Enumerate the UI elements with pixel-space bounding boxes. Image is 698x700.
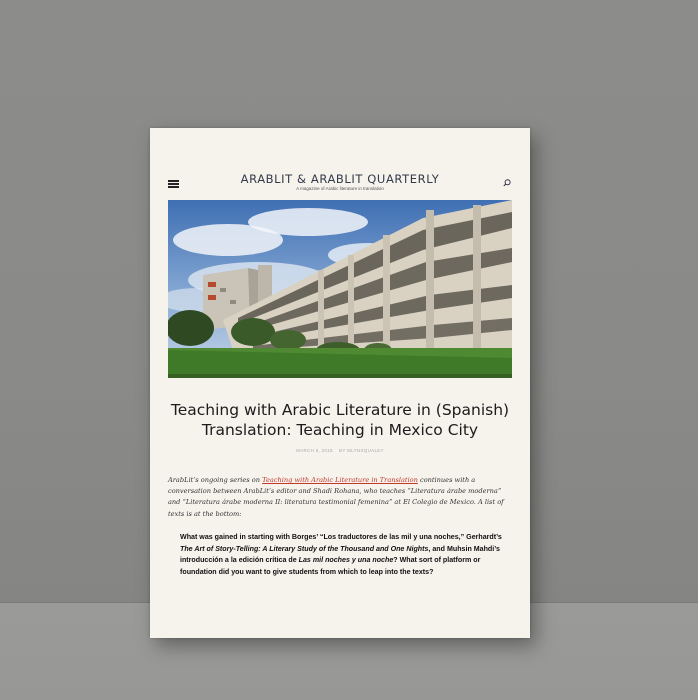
article-byline[interactable]: BY MLYNXQUALEY: [339, 448, 384, 453]
hero-image: [168, 200, 512, 378]
page-mockup: [150, 128, 530, 638]
question-book-title-1: The Art of Story-Telling: A Literary Study of the Thousand and One Nights: [180, 544, 429, 553]
site-title[interactable]: ARABLIT & ARABLIT QUARTERLY: [240, 172, 440, 186]
intro-text-before: ArabLit’s ongoing series on: [168, 476, 263, 484]
question-part-3: ? What sort of platform or foundation did you want to give students from which to leap into the texts?: [180, 556, 481, 576]
article-intro: [168, 475, 512, 520]
article-date[interactable]: MARCH 6, 2018: [296, 448, 333, 453]
question-part-2: , and Muhsin Mahdi’s introducción a la edición crítica de: [180, 544, 500, 565]
site-tagline: A magazine of Arabic literature in translation: [296, 186, 384, 191]
question-part-1: What was gained in starting with Borges’ “Los traductores de las mil y una noches,” Gerhardt’s: [180, 533, 502, 541]
article-title[interactable]: Teaching with Arabic Literature in (Spanish) Translation: Teaching in Mexico City: [170, 401, 510, 439]
interview-question: [180, 532, 516, 578]
series-link[interactable]: Teaching with Arabic Literature in Translation: [262, 476, 418, 484]
question-book-title-2: Las mil noches y una noche: [298, 556, 394, 565]
meta-separator: [334, 448, 337, 453]
intro-text-after: continues with a conversation between ArabLit’s editor and Shadi Rohana, who teaches “Literatura árabe moderna” and “Literatura árabe moderna II: literatura testimonial femenina” at El Colegio de Mexico. A list of texts is at the bottom:: [168, 476, 504, 518]
article-meta: [150, 448, 530, 453]
search-icon[interactable]: [502, 178, 512, 188]
